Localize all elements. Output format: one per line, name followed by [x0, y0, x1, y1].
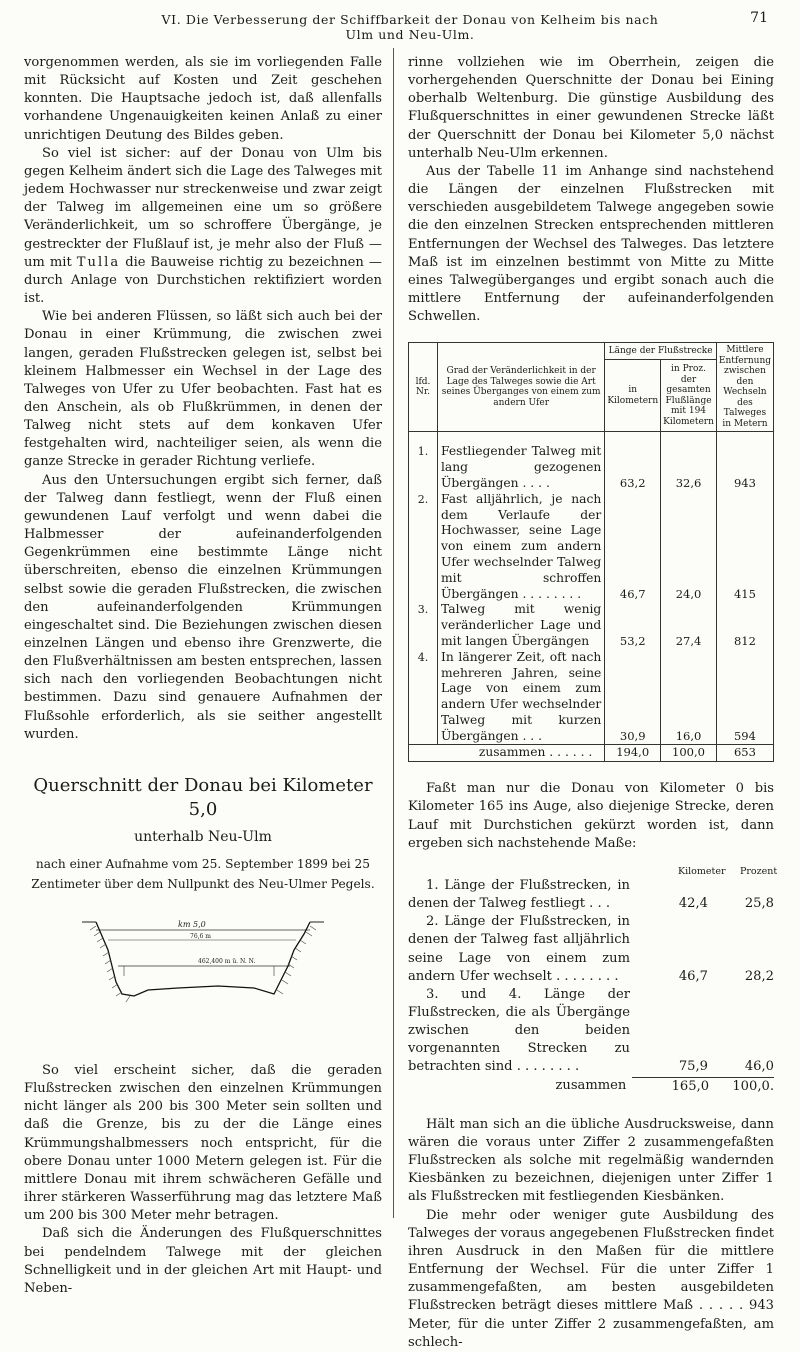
- row-km: 30,9: [605, 650, 661, 745]
- row-nr: 2.: [409, 492, 438, 603]
- masse-proz: 28,2: [744, 968, 774, 984]
- masse-text: 3. und 4. Länge der Flußstrecken, die als Übergänge zwischen den beiden vorgenannten Strecken zu betrachten sind . . . . . . . .: [408, 986, 630, 1075]
- sum-proz: 100,0: [661, 745, 717, 762]
- text-run: So viel ist sicher: auf der Donau von Ulm bis gegen Kelheim ändert sich die Lage des Talweges mit jedem Hochwasser nur streckenweise und zwar zeigt der Talweg im allgemeinen eine um so größere Veränderlichkeit, um so schroffere Übergänge, je gestreckter der Flußlauf ist, je mehr also der Fluß — um mit: [24, 145, 382, 270]
- paragraph: Aus der Tabelle 11 im Anhange sind nachstehend die Längen der einzelnen Flußstrecken mit verschieden ausgebildetem Talwege angegeben sowie die den einzelnen Strecken entsprechenden mittleren Entfernungen der Wechsel des Talweges. Das letztere Maß ist im einzelnen bestimmt von Mitte zu Mitte eines Talwegüberganges und ergibt sonach auch die mittlere Entfernung der aufeinanderfolgenden Schwellen.: [408, 163, 774, 325]
- masse-km: 42,4: [678, 896, 708, 912]
- km-label: km 5,0: [178, 919, 206, 929]
- row-proz: 27,4: [661, 602, 717, 649]
- col-header-km: in Kilometern: [605, 359, 661, 431]
- paragraph: So viel erscheint sicher, daß die geraden Flußstrecken zwischen den einzelnen Krümmungen nicht länger als 200 bis 300 Meter sein sollten und daß die Grenze, bis zu der die Länge eines Krümmungshalbmessers noch entspricht, für die obere Donau unter 1000 Metern gelegen ist. Für die mittlere Donau mit ihrem schwächeren Gefälle und ihrer stärkeren Wasserführung mag das letztere Maß um 200 bis 300 Meter mehr betragen.: [24, 1062, 382, 1224]
- row-desc: Talweg mit wenig veränderlicher Lage und mit langen Übergängen: [438, 602, 605, 649]
- page-number: 71: [750, 10, 768, 26]
- paragraph: Hält man sich an die übliche Ausdrucksweise, dann wären die voraus unter Ziffer 2 zusammengefaßten Flußstrecken als solche mit regelmäßig wandernden Kiesbänken zu bezeichnen, diejenigen unter Ziffer 1 als Flußstrecken mit festliegenden Kiesbänken.: [408, 1116, 774, 1205]
- masse-row: [408, 986, 774, 1077]
- masse-head-km: Kilometer: [678, 865, 726, 877]
- sum-km: 194,0: [605, 745, 661, 762]
- running-header: [0, 10, 800, 42]
- paragraph: Wie bei anderen Flüssen, so läßt sich auch bei der Donau in einer Krümmung, die zwischen zwei langen, geraden Flußstrecken gelegen ist, selbst bei kleinem Halbmesser ein Wechsel in der Lage des Talweges von Ufer zu Ufer beobachten. Fast hat es den Anschein, als ob Flußkrümmen, in denen der Talweg nicht stets auf dem konkaven Ufer festgehalten wird, nachteiliger seien, als wenn die ganze Strecke in gerader Richtung verliefe.: [24, 309, 382, 470]
- row-desc: Festliegender Talweg mit lang gezogenen Übergängen . . . .: [438, 432, 605, 492]
- row-desc: In längerer Zeit, oft nach mehreren Jahren, seine Lage von einem zum andern Ufer wechselnder Talweg mit kurzen Übergängen . . .: [438, 650, 605, 745]
- row-proz: 32,6: [661, 432, 717, 492]
- paragraph: [24, 145, 382, 308]
- table-row: [409, 602, 774, 649]
- masse-km: 75,9: [678, 1059, 708, 1075]
- col-header-laenge: Länge der Flußstrecke: [605, 343, 717, 360]
- row-entf: 943: [716, 432, 773, 492]
- row-entf: 415: [716, 492, 773, 603]
- row-km: 53,2: [605, 602, 661, 649]
- row-proz: 16,0: [661, 650, 717, 745]
- cross-section-figure: [78, 916, 328, 1026]
- table-row: [409, 492, 774, 603]
- masse-row: [408, 913, 774, 986]
- left-column: [24, 54, 382, 1298]
- masse-row: [408, 877, 774, 913]
- chapter-title: VI. Die Verbesserung der Schiffbarkeit der Donau von Kelheim bis nach Ulm und Neu-Ulm.: [161, 12, 659, 42]
- text-run: die Bauweise richtig zu bezeichnen — durch Anlage von Durchstichen rektifiziert worden ist.: [24, 254, 382, 307]
- paragraph: Faßt man nur die Donau von Kilometer 0 bis Kilometer 165 ins Auge, also diejenige Strecke, deren Lauf mit Durchstichen gekürzt worden ist, dann ergeben sich nachstehende Maße:: [408, 781, 774, 851]
- sum-entf: 653: [716, 745, 773, 762]
- row-nr: 1.: [409, 432, 438, 492]
- masse-header: [408, 859, 778, 877]
- col-header-entfernung: Mittlere Entfernung zwischen den Wechseln des Talweges in Metern: [716, 343, 773, 432]
- column-divider: [393, 48, 394, 1218]
- row-nr: 3.: [409, 602, 438, 649]
- paragraph: Die mehr oder weniger gute Ausbildung des Talweges der voraus angegebenen Flußstrecken findet ihren Ausdruck in den Maßen für die mittlere Entfernung der Wechsel. Für die unter Ziffer 1 zusammengefaßten, am besten ausgebildeten Flußstrecken beträgt dieses mittlere Maß . . . . . 943 Meter, für die unter Ziffer 2 zusammengefaßten, am schlech-: [408, 1207, 774, 1350]
- masse-km: 46,7: [678, 968, 708, 984]
- width-label: 76,6 m: [190, 932, 211, 940]
- table-sum-row: [409, 745, 774, 762]
- figure-subtitle: unterhalb Neu-Ulm: [134, 828, 272, 845]
- row-entf: 812: [716, 602, 773, 649]
- masse-list: [408, 859, 778, 1096]
- figure-title: Querschnitt der Donau bei Kilometer 5,0: [33, 774, 373, 820]
- masse-sum-row: [408, 1077, 774, 1096]
- table-row: [409, 650, 774, 745]
- masse-proz: 25,8: [744, 896, 774, 912]
- masse-sum-label: zusammen: [555, 1077, 627, 1093]
- row-km: 46,7: [605, 492, 661, 603]
- col-header-grad: Grad der Veränderlichkeit in der Lage des Talweges sowie die Art seines Überganges von einem zum andern Ufer: [438, 343, 605, 432]
- row-proz: 24,0: [661, 492, 717, 603]
- paragraph: vorgenommen werden, als sie im vorliegenden Falle mit Rücksicht auf Kosten und Zeit geschehen konnten. Die Hauptsache jedoch ist, daß allenfalls vorhandene Ungenauigkeiten keinen Anlaß zu einer unrichtigen Deutung des Bildes geben.: [24, 55, 382, 143]
- sum-label: zusammen . . . . . .: [438, 745, 605, 762]
- row-nr: 4.: [409, 650, 438, 745]
- talweg-table: [408, 342, 774, 762]
- row-entf: 594: [716, 650, 773, 745]
- row-nr: [409, 745, 438, 762]
- masse-sum-km: 165,0: [632, 1077, 709, 1096]
- masse-text: 1. Länge der Flußstrecken, in denen der Talweg festliegt . . .: [408, 877, 630, 912]
- right-column: [408, 54, 778, 1352]
- col-header-proz: in Proz. der gesamten Flußlänge mit 194 Kilometern: [661, 359, 717, 431]
- col-header-nr: lfd. Nr.: [409, 343, 438, 432]
- masse-proz: 46,0: [744, 1059, 774, 1075]
- table-row: [409, 432, 774, 492]
- paragraph: Aus den Untersuchungen ergibt sich ferner, daß der Talweg dann festliegt, wenn der Fluß einen gewundenen Lauf verfolgt und wenn dabei die Halbmesser der aufeinanderfolgenden Gegenkrümmen eine bestimmte Länge nicht überschreiten, ebenso die einzelnen Krümmungen selbst sowie die geraden Flußstrecken, die zwischen den aufeinanderfolgenden Krümmungen eingeschaltet sind. Die Beziehungen zwischen diesen einzelnen Längen und ebenso ihre Grenzwerte, die den Flußverhältnissen am besten entsprechen, lassen sich nach den vorliegenden Beobachtungen nicht bestimmen. Dazu sind genauere Aufnahmen der Flußsohle erforderlich, als sie seither angestellt wurden.: [24, 472, 382, 742]
- masse-sum-proz: 100,0.: [709, 1077, 774, 1096]
- masse-head-proz: Prozent: [740, 865, 778, 877]
- level-label: 462,400 m ü. N. N.: [198, 957, 256, 965]
- figure-note: nach einer Aufnahme vom 25. September 1899 bei 25 Zentimeter über dem Nullpunkt des Neu-Ulmer Pegels.: [31, 856, 375, 891]
- row-km: 63,2: [605, 432, 661, 492]
- name-tulla: Tulla: [76, 254, 121, 270]
- row-desc: Fast alljährlich, je nach dem Verlaufe der Hochwasser, seine Lage von einem zum andern Ufer wechselnder Talweg mit schroffen Übergängen . . . . . . . .: [438, 492, 605, 603]
- paragraph: rinne vollziehen wie im Oberrhein, zeigen die vorhergehenden Querschnitte der Donau bei Eining oberhalb Weltenburg. Die günstige Ausbildung des Flußquerschnittes in einer gewundenen Strecke läßt der Querschnitt der Donau bei Kilometer 5,0 nächst unterhalb Neu-Ulm erkennen.: [408, 55, 774, 161]
- masse-text: 2. Länge der Flußstrecken, in denen der Talweg fast alljährlich seine Lage von einem zum andern Ufer wechselt . . . . . . . .: [408, 914, 630, 984]
- paragraph: Daß sich die Änderungen des Flußquerschnittes bei pendelndem Talwege mit der gleichen Schnelligkeit und in der gleichen Art mit Haupt- und Neben-: [24, 1226, 382, 1296]
